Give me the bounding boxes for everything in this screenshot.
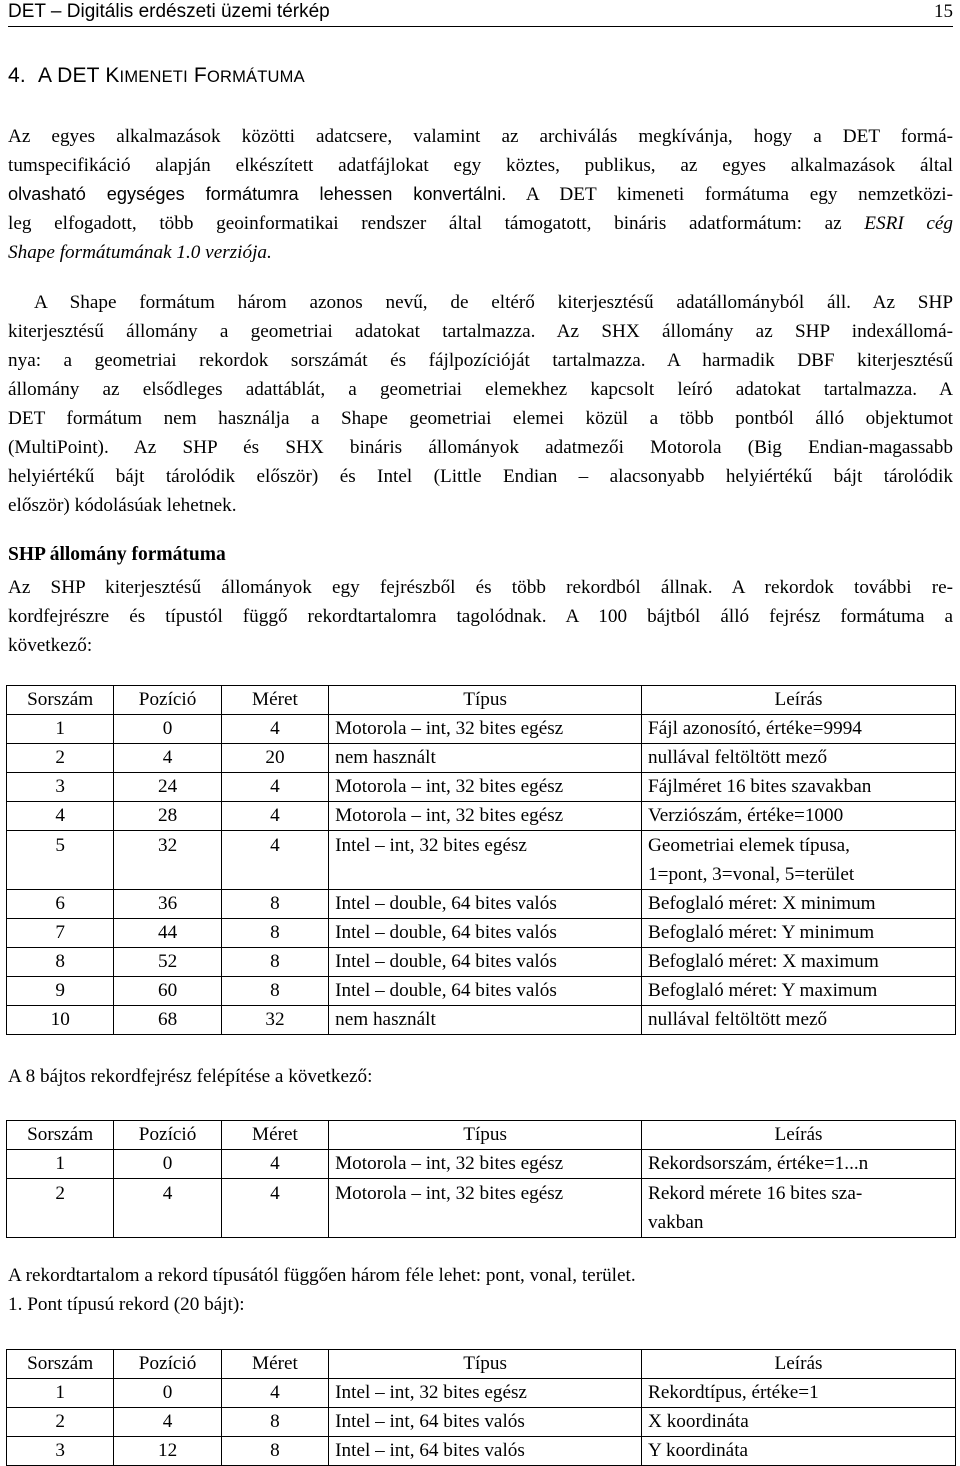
- table-cell: Intel – int, 32 bites egész: [329, 831, 642, 890]
- text-line: olvasható egységes formátumra lehessen konvertálni. A DET kimeneti formátuma egy nemzetközi-: [8, 184, 953, 205]
- record-header-label: A 8 bájtos rekordfejrész felépítése a következő:: [8, 1066, 373, 1087]
- column-header: Pozíció: [114, 686, 221, 715]
- table-cell: Verziószám, értéke=1000: [642, 802, 956, 831]
- table-cell: Befoglaló méret: Y maximum: [642, 977, 956, 1006]
- table-cell: Intel – double, 64 bites valós: [329, 948, 642, 977]
- table-cell: 1: [7, 1150, 114, 1179]
- table-cell: 24: [114, 773, 221, 802]
- table-cell: 0: [114, 1150, 221, 1179]
- table-row: [7, 715, 956, 744]
- table-cell: Rekordsorszám, értéke=1...n: [642, 1150, 956, 1179]
- page-header: [8, 0, 953, 27]
- table-cell: 2: [7, 1179, 114, 1238]
- point-record-label: 1. Pont típusú rekord (20 bájt):: [8, 1294, 245, 1315]
- table-header-row: [7, 686, 956, 715]
- column-header: Leírás: [642, 686, 956, 715]
- cell-line: Rekord mérete 16 bites sza-: [648, 1183, 863, 1204]
- column-header: Sorszám: [7, 1121, 114, 1150]
- table-cell: 32: [114, 831, 221, 890]
- table-cell: 52: [114, 948, 221, 977]
- table-cell: 44: [114, 919, 221, 948]
- record-header-table: [6, 1120, 956, 1238]
- table-cell: 36: [114, 890, 221, 919]
- table-cell: 8: [221, 977, 328, 1006]
- table-row: [7, 1150, 956, 1179]
- table-cell: 20: [221, 744, 328, 773]
- record-content-label: A rekordtartalom a rekord típusától függően három féle lehet: pont, vonal, terület.: [8, 1265, 636, 1286]
- table-cell: Intel – int, 64 bites valós: [329, 1408, 642, 1437]
- table-cell: 10: [7, 1006, 114, 1035]
- text-line: következő:: [8, 635, 93, 656]
- column-header: Sorszám: [7, 686, 114, 715]
- table-row: [7, 890, 956, 919]
- table-cell: nem használt: [329, 744, 642, 773]
- column-header: Leírás: [642, 1350, 956, 1379]
- table-cell: 4: [7, 802, 114, 831]
- column-header: Típus: [329, 686, 642, 715]
- section-heading: SHP állomány formátuma: [8, 544, 226, 565]
- table-row: [7, 948, 956, 977]
- cell-line: Geometriai elemek típusa,: [648, 835, 850, 856]
- table-cell: 28: [114, 802, 221, 831]
- table-cell: 9: [7, 977, 114, 1006]
- table-cell: nullával feltöltött mező: [642, 744, 956, 773]
- table-cell: Intel – int, 32 bites egész: [329, 1379, 642, 1408]
- table-cell: 0: [114, 1379, 221, 1408]
- table-cell: Motorola – int, 32 bites egész: [329, 715, 642, 744]
- table-cell: Intel – int, 64 bites valós: [329, 1437, 642, 1466]
- table-row: [7, 1379, 956, 1408]
- table-cell: Motorola – int, 32 bites egész: [329, 773, 642, 802]
- text-line: helyiértékű bájt tárolódik először) és Intel (Little Endian – alacsonyabb helyiértékű bájt tárolódik: [8, 466, 953, 487]
- table-row: [7, 1437, 956, 1466]
- text-line: leg elfogadott, több geoinformatikai rendszer által támogatott, bináris adatformátum: az ESRI cég: [8, 213, 953, 234]
- text-line: Az egyes alkalmazások közötti adatcsere, valamint az archiválás megkívánja, hogy a DET formá-: [8, 126, 953, 147]
- table-cell: 8: [221, 948, 328, 977]
- cell-line: vakban: [648, 1212, 704, 1233]
- table-cell: 8: [221, 1437, 328, 1466]
- column-header: Sorszám: [7, 1350, 114, 1379]
- table-cell: Fájlméret 16 bites szavakban: [642, 773, 956, 802]
- table-row: [7, 831, 956, 890]
- column-header: Típus: [329, 1350, 642, 1379]
- table-cell: 8: [221, 890, 328, 919]
- shape-format-paragraph: [8, 288, 953, 520]
- text-line: állomány az elsődleges adattáblát, a geometriai elemekhez kapcsolt leíró adatokat tartalmazza. A: [8, 379, 953, 400]
- header-title: DET – Digitális erdészeti üzemi térkép: [8, 1, 330, 22]
- table-cell: [642, 831, 956, 890]
- text-line: kiterjesztésű állomány a geometriai adatokat tartalmazza. Az SHX állomány az SHP indexállomá-: [8, 321, 953, 342]
- table-cell: 4: [221, 831, 328, 890]
- table-cell: 4: [221, 1150, 328, 1179]
- table-cell: 4: [114, 744, 221, 773]
- page-number: 15: [934, 1, 953, 22]
- column-header: Típus: [329, 1121, 642, 1150]
- table-cell: 0: [114, 715, 221, 744]
- table-row: [7, 1408, 956, 1437]
- table-cell: 8: [221, 1408, 328, 1437]
- file-header-table: [6, 685, 956, 1035]
- table-row: [7, 802, 956, 831]
- table-cell: Rekordtípus, értéke=1: [642, 1379, 956, 1408]
- table-cell: 8: [221, 919, 328, 948]
- intro-paragraph: [8, 122, 953, 267]
- column-header: Méret: [221, 686, 328, 715]
- table-cell: 4: [221, 1379, 328, 1408]
- table-cell: Befoglaló méret: Y minimum: [642, 919, 956, 948]
- table-cell: 4: [221, 802, 328, 831]
- table-cell: X koordináta: [642, 1408, 956, 1437]
- table-cell: 3: [7, 773, 114, 802]
- table-cell: Intel – double, 64 bites valós: [329, 919, 642, 948]
- table-cell: 60: [114, 977, 221, 1006]
- table-cell: 1: [7, 1379, 114, 1408]
- table-row: [7, 919, 956, 948]
- text-line: nya: a geometriai rekordok sorszámát és fájlpozícióját tartalmazza. A harmadik DBF kiterjesztésű: [8, 350, 953, 371]
- column-header: Méret: [221, 1350, 328, 1379]
- table-cell: 1: [7, 715, 114, 744]
- table-cell: 5: [7, 831, 114, 890]
- table-header-row: [7, 1121, 956, 1150]
- table-cell: Fájl azonosító, értéke=9994: [642, 715, 956, 744]
- table-cell: 12: [114, 1437, 221, 1466]
- table-cell: [642, 1179, 956, 1238]
- table-cell: Motorola – int, 32 bites egész: [329, 1179, 642, 1238]
- table-cell: 7: [7, 919, 114, 948]
- table-cell: 8: [7, 948, 114, 977]
- table-cell: 4: [114, 1408, 221, 1437]
- table-cell: Motorola – int, 32 bites egész: [329, 1150, 642, 1179]
- column-header: Pozíció: [114, 1350, 221, 1379]
- table-cell: Intel – double, 64 bites valós: [329, 977, 642, 1006]
- table-row: [7, 1179, 956, 1238]
- text-line: (MultiPoint). Az SHP és SHX bináris állományok adatmezői Motorola (Big Endian-magassabb: [8, 437, 953, 458]
- text-line: tumspecifikáció alapján elkészített adatfájlokat egy köztes, publikus, az egyes alkalmazások által: [8, 155, 953, 176]
- chapter-title: 4. A DET KIMENETI FORMÁTUMA: [8, 64, 305, 87]
- text-line: DET formátum nem használja a Shape geometriai elemei közül a több pontból álló objektumot: [8, 408, 953, 429]
- table-cell: 4: [221, 715, 328, 744]
- table-row: [7, 1006, 956, 1035]
- text-line: először) kódolásúak lehetnek.: [8, 495, 237, 516]
- table-cell: 4: [114, 1179, 221, 1238]
- table-cell: Befoglaló méret: X minimum: [642, 890, 956, 919]
- cell-line: 1=pont, 3=vonal, 5=terület: [648, 864, 855, 885]
- table-row: [7, 977, 956, 1006]
- table-cell: 68: [114, 1006, 221, 1035]
- table-cell: nullával feltöltött mező: [642, 1006, 956, 1035]
- table-cell: 2: [7, 744, 114, 773]
- table-cell: 4: [221, 1179, 328, 1238]
- column-header: Méret: [221, 1121, 328, 1150]
- table-cell: Motorola – int, 32 bites egész: [329, 802, 642, 831]
- text-line: A Shape formátum három azonos nevű, de eltérő kiterjesztésű adatállományból áll. Az SHP: [34, 292, 953, 313]
- text-line: kordfejrészre és típustól függő rekordtartalomra tagolódnak. A 100 bájtból álló fejrész formátuma a: [8, 606, 953, 627]
- table-cell: Intel – double, 64 bites valós: [329, 890, 642, 919]
- table-cell: 3: [7, 1437, 114, 1466]
- table-header-row: [7, 1350, 956, 1379]
- table-cell: Y koordináta: [642, 1437, 956, 1466]
- table-cell: 4: [221, 773, 328, 802]
- column-header: Leírás: [642, 1121, 956, 1150]
- table-cell: Befoglaló méret: X maximum: [642, 948, 956, 977]
- point-record-table: [6, 1349, 956, 1466]
- column-header: Pozíció: [114, 1121, 221, 1150]
- table-cell: 2: [7, 1408, 114, 1437]
- table-row: [7, 773, 956, 802]
- text-line: Shape formátumának 1.0 verziója.: [8, 242, 272, 263]
- table-row: [7, 744, 956, 773]
- text-line: Az SHP kiterjesztésű állományok egy fejrészből és több rekordból állnak. A rekordok további re-: [8, 577, 953, 598]
- shp-paragraph: [8, 573, 953, 660]
- table-cell: 32: [221, 1006, 328, 1035]
- table-cell: nem használt: [329, 1006, 642, 1035]
- table-cell: 6: [7, 890, 114, 919]
